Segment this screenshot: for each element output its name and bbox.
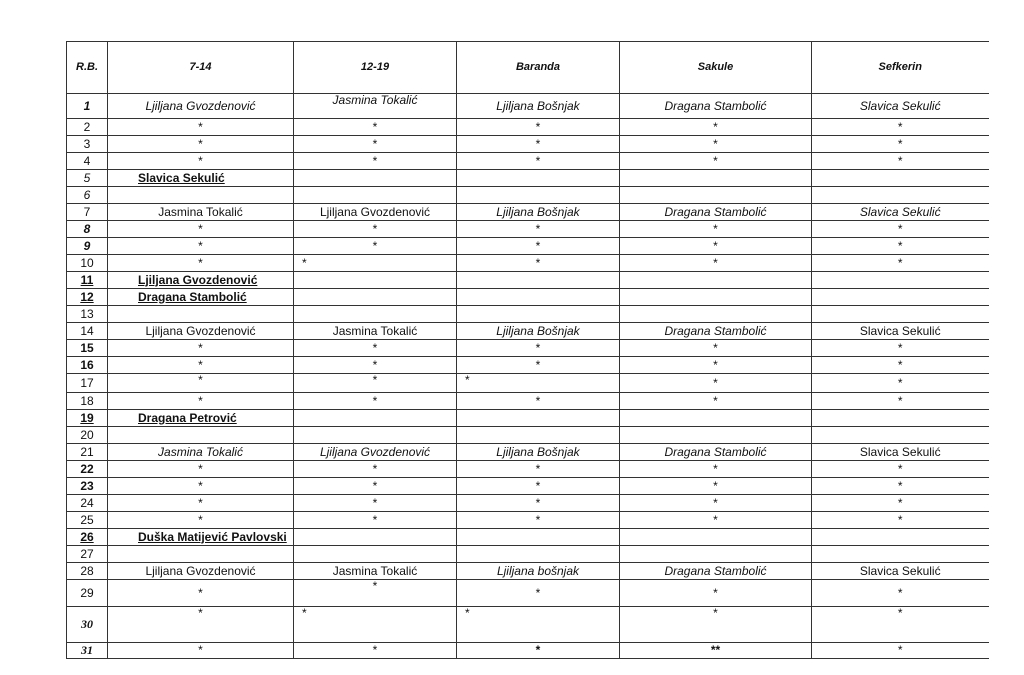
mark-cell: * <box>457 495 620 512</box>
mark-cell: * <box>812 512 989 529</box>
mark-cell: * <box>620 607 812 643</box>
table-row <box>67 478 989 495</box>
table-row <box>67 495 989 512</box>
mark-cell: * <box>812 374 989 393</box>
name-cell: Jasmina Tokalić <box>108 204 294 221</box>
mark-cell: * <box>108 119 294 136</box>
mark-cell: * <box>457 461 620 478</box>
name-cell: Dragana Stambolić <box>620 444 812 461</box>
empty-cell <box>457 170 620 187</box>
mark-cell: * <box>457 136 620 153</box>
row-number: 17 <box>67 374 108 393</box>
header-rb: R.B. <box>67 42 108 94</box>
mark-cell: * <box>108 357 294 374</box>
empty-cell <box>812 272 989 289</box>
table-row <box>67 255 989 272</box>
table-row <box>67 94 989 119</box>
table-row <box>67 289 989 306</box>
table-row <box>67 187 989 204</box>
name-cell: Slavica Sekulić <box>812 444 989 461</box>
mark-cell: * <box>812 221 989 238</box>
row-number: 21 <box>67 444 108 461</box>
row-number: 19 <box>67 410 108 427</box>
row-number: 3 <box>67 136 108 153</box>
table-row <box>67 170 989 187</box>
row-number: 10 <box>67 255 108 272</box>
name-cell: Jasmina Tokalić <box>294 94 457 119</box>
mark-cell: * <box>294 512 457 529</box>
mark-cell: * <box>108 495 294 512</box>
name-cell: Dragana Stambolić <box>620 204 812 221</box>
person-name: Duška Matijević Pavlovski <box>108 529 294 546</box>
row-number: 7 <box>67 204 108 221</box>
table-row <box>67 512 989 529</box>
empty-cell <box>457 529 620 546</box>
row-number: 11 <box>67 272 108 289</box>
mark-cell: * <box>620 461 812 478</box>
mark-cell: * <box>812 238 989 255</box>
mark-cell: * <box>108 255 294 272</box>
name-cell: Ljiljana Bošnjak <box>457 323 620 340</box>
header-row <box>67 42 989 94</box>
person-name: Dragana Stambolić <box>108 289 294 306</box>
name-cell: Ljiljana Gvozdenović <box>108 323 294 340</box>
name-cell: Jasmina Tokalić <box>108 444 294 461</box>
empty-cell <box>812 306 989 323</box>
mark-cell: * <box>457 607 620 643</box>
person-name: Dragana Petrović <box>108 410 294 427</box>
table-row <box>67 563 989 580</box>
mark-cell: * <box>812 478 989 495</box>
mark-cell: * <box>457 512 620 529</box>
row-number: 28 <box>67 563 108 580</box>
mark-cell: * <box>108 478 294 495</box>
mark-cell: * <box>294 255 457 272</box>
empty-cell <box>457 410 620 427</box>
mark-cell: * <box>620 495 812 512</box>
row-number: 16 <box>67 357 108 374</box>
empty-cell <box>457 306 620 323</box>
mark-cell: * <box>294 643 457 659</box>
mark-cell: * <box>294 374 457 393</box>
mark-cell: * <box>457 238 620 255</box>
mark-cell: * <box>108 393 294 410</box>
mark-cell: * <box>294 393 457 410</box>
empty-cell <box>620 289 812 306</box>
empty-cell <box>457 187 620 204</box>
table-row <box>67 529 989 546</box>
row-number: 22 <box>67 461 108 478</box>
row-number: 23 <box>67 478 108 495</box>
mark-cell: * <box>620 255 812 272</box>
row-number: 2 <box>67 119 108 136</box>
name-cell: Ljiljana bošnjak <box>457 563 620 580</box>
row-number: 26 <box>67 529 108 546</box>
empty-cell <box>108 427 294 444</box>
person-name: Slavica Sekulić <box>108 170 294 187</box>
mark-cell: * <box>620 136 812 153</box>
table-row <box>67 393 989 410</box>
mark-cell: * <box>108 221 294 238</box>
table-row <box>67 272 989 289</box>
table-row <box>67 238 989 255</box>
empty-cell <box>620 529 812 546</box>
row-number: 14 <box>67 323 108 340</box>
mark-cell: * <box>812 607 989 643</box>
row-number: 24 <box>67 495 108 512</box>
empty-cell <box>812 427 989 444</box>
name-cell: Ljiljana Bošnjak <box>457 94 620 119</box>
row-number: 15 <box>67 340 108 357</box>
mark-cell: * <box>108 607 294 643</box>
mark-cell: * <box>108 580 294 607</box>
empty-cell <box>457 272 620 289</box>
name-cell: Dragana Stambolić <box>620 323 812 340</box>
name-cell: Slavica Sekulić <box>812 204 989 221</box>
header-sakule: Sakule <box>620 42 812 94</box>
mark-cell: * <box>457 374 620 393</box>
name-cell: Slavica Sekulić <box>812 323 989 340</box>
mark-cell: * <box>812 340 989 357</box>
table-row <box>67 119 989 136</box>
table-row <box>67 204 989 221</box>
mark-cell: * <box>108 461 294 478</box>
name-cell: Slavica Sekulić <box>812 94 989 119</box>
row-number: 8 <box>67 221 108 238</box>
empty-cell <box>620 546 812 563</box>
mark-cell: * <box>812 153 989 170</box>
mark-cell: * <box>108 643 294 659</box>
empty-cell <box>457 546 620 563</box>
mark-cell: * <box>620 119 812 136</box>
row-number: 4 <box>67 153 108 170</box>
name-cell: Ljiljana Gvozdenović <box>294 444 457 461</box>
mark-cell: * <box>812 495 989 512</box>
row-number: 13 <box>67 306 108 323</box>
mark-cell: * <box>108 340 294 357</box>
mark-cell: * <box>108 512 294 529</box>
table-row <box>67 357 989 374</box>
row-number: 31 <box>67 643 108 659</box>
mark-cell: * <box>294 495 457 512</box>
mark-cell: * <box>457 478 620 495</box>
table-row <box>67 461 989 478</box>
empty-cell <box>294 529 457 546</box>
mark-cell: * <box>620 238 812 255</box>
table-row <box>67 444 989 461</box>
row-number: 30 <box>67 607 108 643</box>
mark-cell: * <box>108 153 294 170</box>
mark-cell: * <box>812 643 989 659</box>
name-cell: Slavica Sekulić <box>812 563 989 580</box>
row-number: 9 <box>67 238 108 255</box>
mark-cell: * <box>620 357 812 374</box>
name-cell: Ljiljana Gvozdenović <box>108 94 294 119</box>
mark-cell: * <box>108 136 294 153</box>
row-number: 12 <box>67 289 108 306</box>
mark-cell: * <box>457 153 620 170</box>
mark-cell: * <box>294 119 457 136</box>
mark-cell: * <box>457 393 620 410</box>
empty-cell <box>812 529 989 546</box>
mark-cell: * <box>457 643 620 659</box>
empty-cell <box>620 306 812 323</box>
empty-cell <box>812 546 989 563</box>
mark-cell: * <box>620 340 812 357</box>
empty-cell <box>812 289 989 306</box>
name-cell: Dragana Stambolić <box>620 563 812 580</box>
table-row <box>67 323 989 340</box>
name-cell: Jasmina Tokalić <box>294 323 457 340</box>
table-row <box>67 340 989 357</box>
header-baranda: Baranda <box>457 42 620 94</box>
mark-cell: * <box>812 461 989 478</box>
empty-cell <box>294 289 457 306</box>
row-number: 29 <box>67 580 108 607</box>
mark-cell: * <box>294 357 457 374</box>
mark-cell: ** <box>620 643 812 659</box>
row-number: 25 <box>67 512 108 529</box>
table-row <box>67 221 989 238</box>
empty-cell <box>108 187 294 204</box>
name-cell: Dragana Stambolić <box>620 94 812 119</box>
empty-cell <box>457 289 620 306</box>
mark-cell: * <box>812 580 989 607</box>
header-12-19: 12-19 <box>294 42 457 94</box>
row-number: 1 <box>67 94 108 119</box>
mark-cell: * <box>294 478 457 495</box>
schedule-table <box>66 41 989 659</box>
mark-cell: * <box>457 340 620 357</box>
mark-cell: * <box>294 607 457 643</box>
table-row <box>67 580 989 607</box>
empty-cell <box>294 272 457 289</box>
empty-cell <box>620 170 812 187</box>
name-cell: Ljiljana Gvozdenović <box>108 563 294 580</box>
mark-cell: * <box>294 221 457 238</box>
empty-cell <box>294 427 457 444</box>
table-row <box>67 410 989 427</box>
mark-cell: * <box>620 153 812 170</box>
mark-cell: * <box>294 340 457 357</box>
empty-cell <box>294 410 457 427</box>
table-row <box>67 306 989 323</box>
empty-cell <box>620 410 812 427</box>
mark-cell: * <box>812 357 989 374</box>
mark-cell: * <box>620 478 812 495</box>
row-number: 20 <box>67 427 108 444</box>
mark-cell: * <box>620 512 812 529</box>
name-cell: Ljiljana Bošnjak <box>457 444 620 461</box>
row-number: 5 <box>67 170 108 187</box>
mark-cell: * <box>812 136 989 153</box>
empty-cell <box>620 187 812 204</box>
empty-cell <box>620 272 812 289</box>
empty-cell <box>812 410 989 427</box>
mark-cell: * <box>812 255 989 272</box>
mark-cell: * <box>294 136 457 153</box>
header-sefkerin: Sefkerin <box>812 42 989 94</box>
mark-cell: * <box>294 153 457 170</box>
empty-cell <box>108 306 294 323</box>
mark-cell: * <box>620 374 812 393</box>
mark-cell: * <box>620 221 812 238</box>
mark-cell: * <box>457 221 620 238</box>
mark-cell: * <box>108 374 294 393</box>
person-name: Ljiljana Gvozdenović <box>108 272 294 289</box>
mark-cell: * <box>620 580 812 607</box>
mark-cell: * <box>457 119 620 136</box>
empty-cell <box>620 427 812 444</box>
mark-cell: * <box>457 255 620 272</box>
table-row <box>67 153 989 170</box>
mark-cell: * <box>294 580 457 607</box>
empty-cell <box>294 170 457 187</box>
header-7-14: 7-14 <box>108 42 294 94</box>
mark-cell: * <box>108 238 294 255</box>
mark-cell: * <box>812 119 989 136</box>
table-row <box>67 374 989 393</box>
mark-cell: * <box>457 357 620 374</box>
table-row <box>67 607 989 643</box>
empty-cell <box>294 546 457 563</box>
empty-cell <box>812 170 989 187</box>
table-row <box>67 546 989 563</box>
name-cell: Ljiljana Bošnjak <box>457 204 620 221</box>
empty-cell <box>812 187 989 204</box>
row-number: 6 <box>67 187 108 204</box>
empty-cell <box>108 546 294 563</box>
mark-cell: * <box>294 238 457 255</box>
table-row <box>67 136 989 153</box>
mark-cell: * <box>457 580 620 607</box>
row-number: 18 <box>67 393 108 410</box>
row-number: 27 <box>67 546 108 563</box>
empty-cell <box>294 187 457 204</box>
mark-cell: * <box>620 393 812 410</box>
name-cell: Ljiljana Gvozdenović <box>294 204 457 221</box>
table-row <box>67 643 989 659</box>
mark-cell: * <box>294 461 457 478</box>
mark-cell: * <box>812 393 989 410</box>
name-cell: Jasmina Tokalić <box>294 563 457 580</box>
empty-cell <box>294 306 457 323</box>
empty-cell <box>457 427 620 444</box>
table-row <box>67 427 989 444</box>
